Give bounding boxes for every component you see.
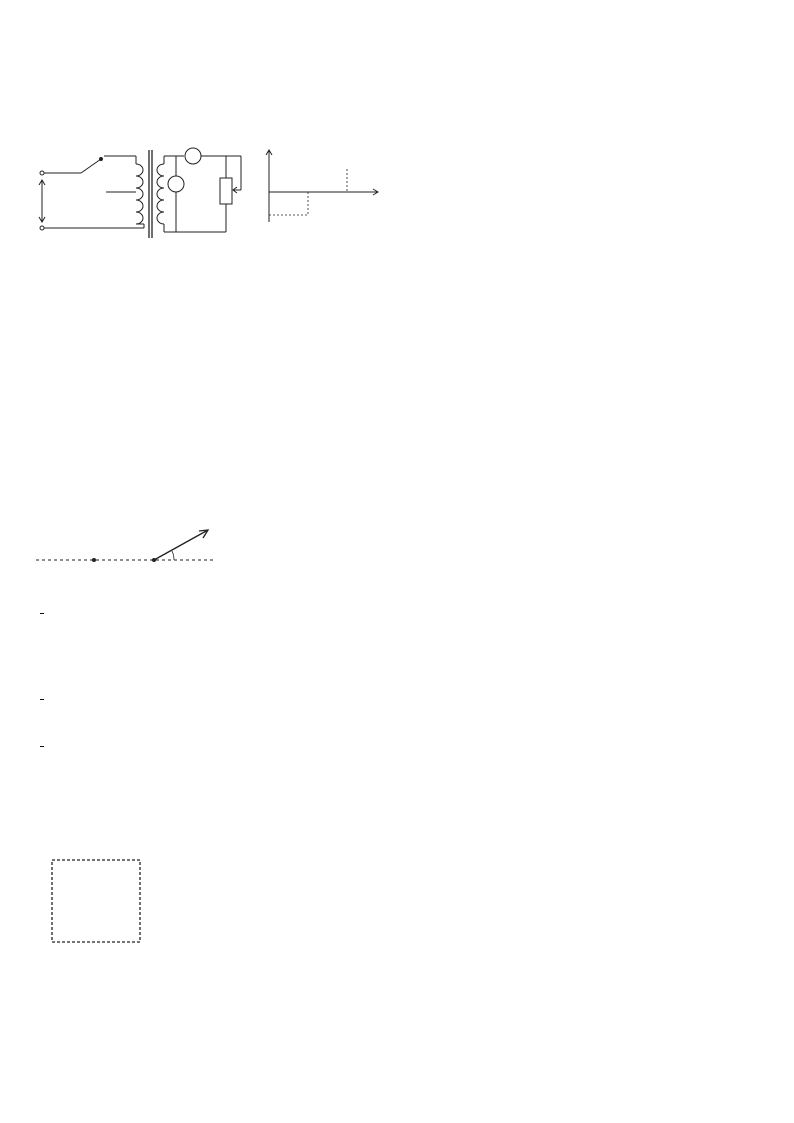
q7-figure-jia bbox=[36, 140, 246, 255]
q8-option-a bbox=[38, 604, 44, 622]
q8-option-c bbox=[38, 690, 44, 708]
q8-option-d bbox=[38, 737, 44, 755]
q8-figure bbox=[36, 490, 236, 582]
fraction bbox=[40, 746, 44, 747]
q7-figure-yi bbox=[238, 144, 428, 254]
fraction bbox=[40, 613, 44, 614]
q9-figure bbox=[36, 850, 166, 965]
fraction bbox=[40, 699, 44, 700]
